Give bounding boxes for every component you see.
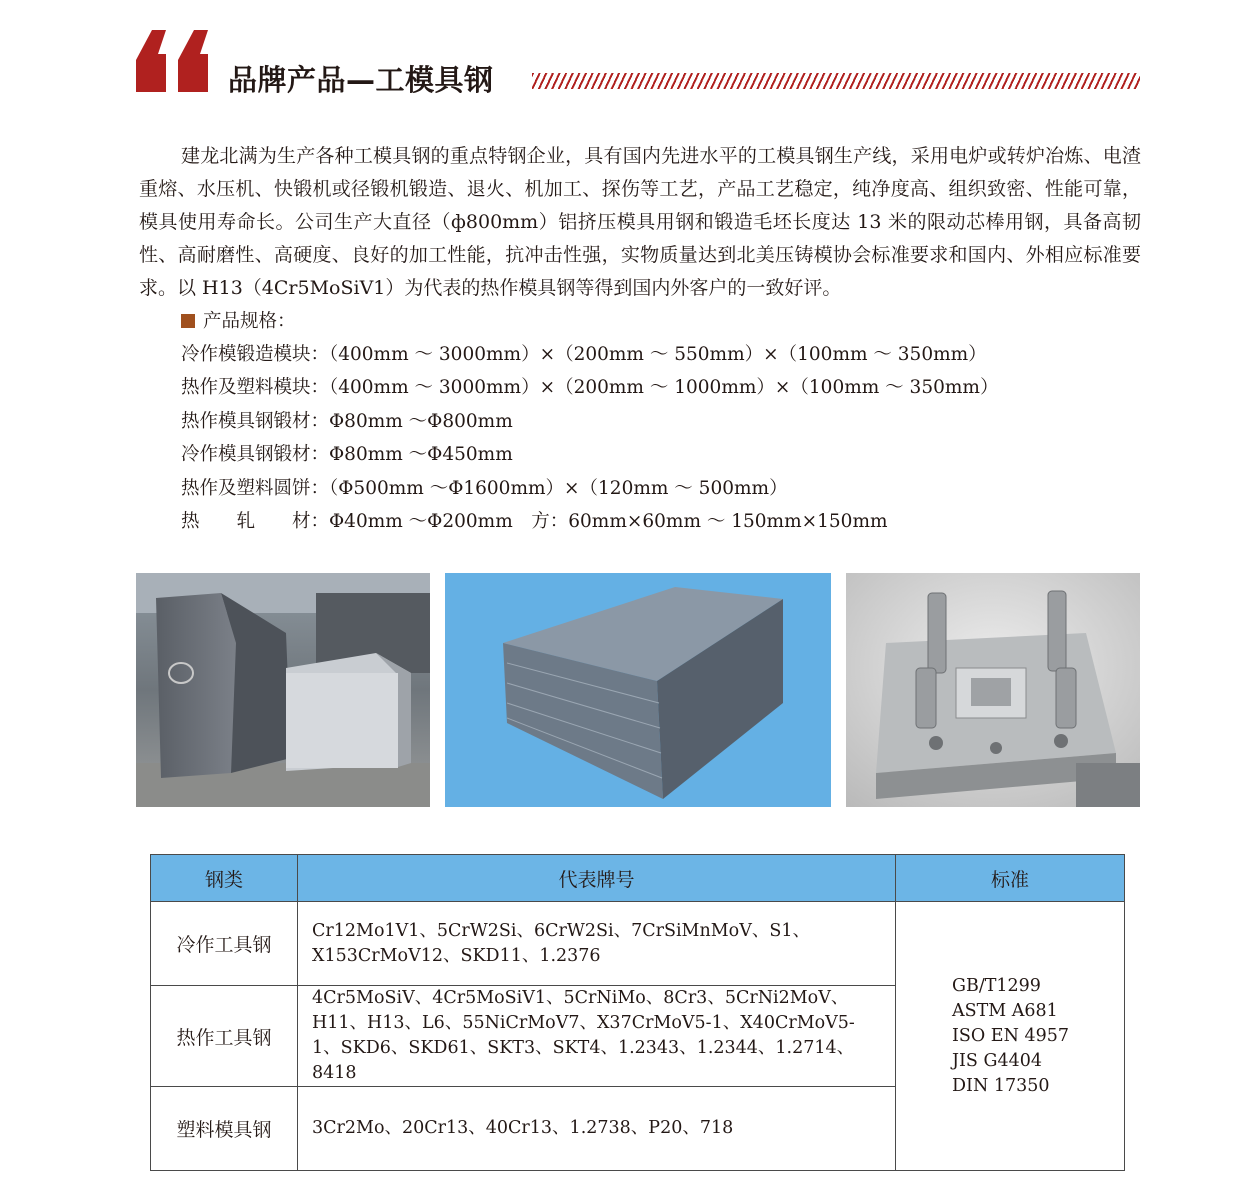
page-header [136, 30, 1140, 96]
spec-row: 热作及塑料圆饼：（Φ500mm ～Φ1600mm）×（120mm ～ 500mm） [181, 477, 788, 499]
grades-cell: 3Cr2Mo、20Cr13、40Cr13、1.2738、P20、718 [298, 1087, 896, 1171]
steel-grades-table [150, 854, 1125, 1171]
header-grades: 代表牌号 [298, 855, 896, 902]
table-row [151, 902, 1125, 986]
grades-cell: 4Cr5MoSiV、4Cr5MoSiV1、5CrNiMo、8Cr3、5CrNi2MoV、H11、H13、L6、55NiCrMoV7、X37CrMoV5-1、X40CrMoV5-1、SKD6、SKD61、SKT3、SKT4、1.2343、1.2344、1.2714、8418 [298, 986, 896, 1087]
standard-item: JIS G4404 [952, 1050, 1042, 1071]
spec-row: 热 轧 材：Φ40mm ～Φ200mm 方：60mm×60mm ～ 150mm×150mm [181, 510, 888, 532]
spec-row: 热作模具钢锻材：Φ80mm ～Φ800mm [181, 410, 513, 432]
square-bullet-icon [181, 314, 195, 328]
category-cell: 塑料模具钢 [151, 1087, 298, 1171]
header-category: 钢类 [151, 855, 298, 902]
standard-item: GB/T1299 [952, 975, 1041, 996]
page-title: 品牌产品—工模具钢 [228, 63, 494, 97]
spec-row: 冷作模锻造模块：（400mm ～ 3000mm）×（200mm ～ 550mm）×（100mm ～ 350mm） [181, 344, 987, 365]
category-cell: 热作工具钢 [151, 986, 298, 1087]
standard-item: ISO EN 4957 [952, 1025, 1069, 1046]
spec-row: 冷作模具钢锻材：Φ80mm ～Φ450mm [181, 444, 513, 466]
mold-assembly-photo [846, 573, 1140, 807]
quote-mark-icon [136, 30, 212, 92]
header-standards: 标准 [896, 855, 1125, 902]
standard-item: DIN 17350 [952, 1075, 1050, 1096]
forged-steel-blocks-photo [136, 573, 430, 807]
product-specs [181, 305, 1131, 538]
title-hatch-divider [532, 73, 1140, 89]
intro-paragraph: 建龙北满为生产各种工模具钢的重点特钢企业，具有国内先进水平的工模具钢生产线，采用电炉或转炉冶炼、电渣重熔、水压机、快锻机或径锻机锻造、退火、机加工、探伤等工艺，产品工艺稳定，纯净度高、组织致密、性能可靠，模具使用寿命长。公司生产大直径（ф800mm）铝挤压模具用钢和锻造毛坯长度达 13 米的限动芯棒用钢，具备高韧性、高耐磨性、高硬度、良好的加工性能，抗冲击性强，实物质量达到北美压铸模协会标准要求和国内、外相应标准要求。以 H13（4Cr5MoSiV1）为代表的热作模具钢等得到国内外客户的一致好评。 [139, 145, 1141, 299]
steel-plate-stack-photo [445, 573, 831, 807]
specs-heading-label: 产品规格： [203, 311, 296, 332]
specs-heading [181, 305, 1131, 338]
table-header-row [151, 855, 1125, 902]
standard-item: ASTM A681 [952, 1000, 1058, 1021]
category-cell: 冷作工具钢 [151, 902, 298, 986]
standards-cell [896, 902, 1125, 1171]
spec-row: 热作及塑料模块：（400mm ～ 3000mm）×（200mm ～ 1000mm）×（100mm ～ 350mm） [181, 377, 999, 399]
grades-cell: Cr12Mo1V1、5CrW2Si、6CrW2Si、7CrSiMnMoV、S1、X153CrMoV12、SKD11、1.2376 [298, 902, 896, 986]
